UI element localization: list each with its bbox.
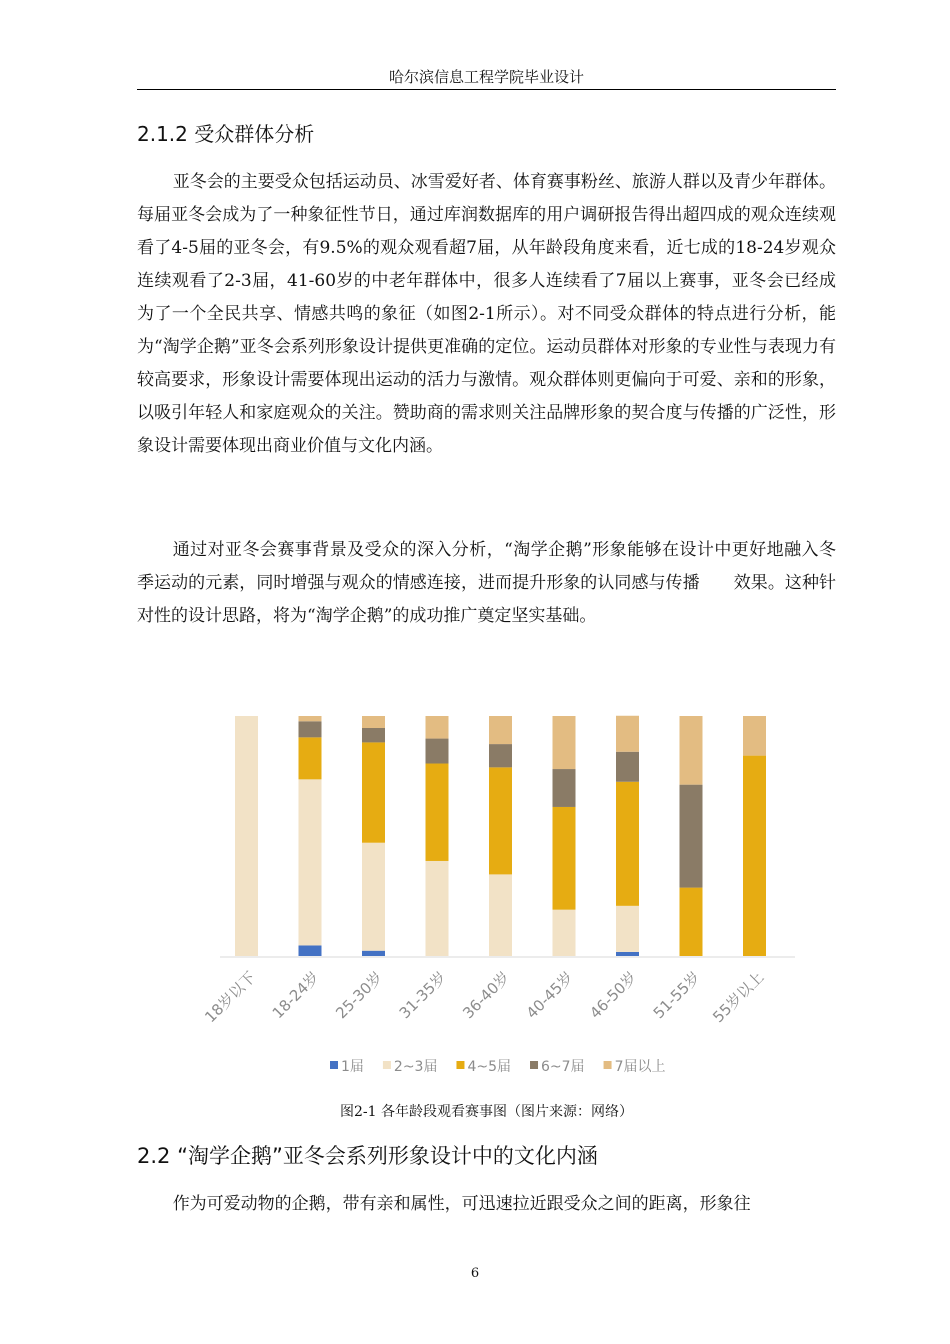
header-divider <box>137 89 836 90</box>
stacked-bar-chart <box>190 705 810 1095</box>
x-tick-label: 46-50岁 <box>586 968 641 1023</box>
legend-label: 2~3届 <box>393 1059 438 1075</box>
bar-segment <box>553 769 576 807</box>
page-header: 哈尔滨信息工程学院毕业设计 <box>388 68 584 86</box>
x-tick-label: 31-35岁 <box>395 968 450 1023</box>
section-heading-2-2: 2.2 “淘学企鹅”亚冬会系列形象设计中的文化内涵 <box>137 1144 598 1168</box>
figure-caption: 图2-1 各年龄段观看赛事图（图片来源：网络） <box>340 1104 633 1120</box>
bar-segment <box>616 752 639 782</box>
legend-swatch <box>456 1061 464 1069</box>
legend-label: 1届 <box>341 1059 364 1075</box>
bar-segment <box>235 716 258 956</box>
bar-segment <box>362 951 385 956</box>
legend-label: 4~5届 <box>467 1059 512 1075</box>
legend-swatch <box>383 1061 391 1069</box>
x-tick-label: 18岁以下 <box>201 968 260 1027</box>
bar-segment <box>616 952 639 956</box>
bar-segment <box>489 744 512 767</box>
bar-segment <box>426 739 449 764</box>
bar-segment <box>362 843 385 951</box>
x-tick-label: 25-30岁 <box>332 968 387 1023</box>
legend-swatch <box>604 1061 612 1069</box>
paragraph: 通过对亚冬会赛事背景及受众的深入分析，“淘学企鹅”形象能够在设计中更好地融入冬季运动的元素，同时增强与观众的情感连接，进而提升形象的认同感与传播 效果。这种针对性的设计思路，将为“淘学企鹅”的成功推广奠定坚实基础。 <box>137 540 836 626</box>
section-heading-2-1-2: 2.1.2 受众群体分析 <box>137 122 315 146</box>
paragraph: 作为可爱动物的企鹅，带有亲和属性，可迅速拉近跟受众之间的距离，形象往 <box>172 1194 751 1214</box>
page-number: 6 <box>470 1266 480 1281</box>
x-tick-label: 36-40岁 <box>459 968 514 1023</box>
bar-segment <box>680 716 703 785</box>
legend-swatch <box>530 1061 538 1069</box>
bar-segment <box>616 906 639 952</box>
x-tick-label: 40-45岁 <box>522 968 577 1023</box>
bar-segment <box>616 716 639 752</box>
bar-segment <box>299 737 322 779</box>
bar-segment <box>426 764 449 861</box>
x-tick-label: 18-24岁 <box>268 968 323 1023</box>
bar-segment <box>489 874 512 956</box>
bar-segment <box>553 716 576 769</box>
bar-segment <box>426 716 449 739</box>
bar-segment <box>680 888 703 956</box>
legend-swatch <box>330 1061 338 1069</box>
x-tick-label: 51-55岁 <box>649 968 704 1023</box>
legend-label: 7届以上 <box>614 1059 666 1075</box>
bar-segment <box>362 742 385 842</box>
bar-segment <box>489 716 512 744</box>
bar-segment <box>489 767 512 874</box>
bar-segment <box>743 756 766 956</box>
bar-segment <box>362 716 385 728</box>
paragraph: 亚冬会的主要受众包括运动员、冰雪爱好者、体育赛事粉丝、旅游人群以及青少年群体。每届亚冬会成为了一种象征性节日，通过库润数据库的用户调研报告得出超四成的观众连续观看了4-5届的亚冬会，有9.5%的观众观看超7届，从年龄段角度来看，近七成的18-24岁观众连续观看了2-3届，41-60岁的中老年群体中，很多人连续看了7届以上赛事，亚冬会已经成为了一个全民共享、情感共鸣的象征（如图2-1所示）。对不同受众群体的特点进行分析，能为“淘学企鹅”亚冬会系列形象设计提供更准确的定位。运动员群体对形象的专业性与表现力有较高要求，形象设计需要体现出运动的活力与激情。观众群体则更偏向于可爱、亲和的形象，以吸引年轻人和家庭观众的关注。赞助商的需求则关注品牌形象的契合度与传播的广泛性，形象设计需要体现出商业价值与文化内涵。 <box>137 172 836 456</box>
bar-segment <box>680 785 703 888</box>
x-tick-label: 55岁以上 <box>709 968 768 1027</box>
bar-segment <box>299 945 322 956</box>
bar-segment <box>426 861 449 956</box>
legend-label: 6~7届 <box>541 1059 585 1075</box>
bar-segment <box>299 716 322 721</box>
bar-segment <box>362 728 385 742</box>
bar-segment <box>299 779 322 945</box>
bar-segment <box>299 721 322 737</box>
bar-segment <box>553 807 576 910</box>
bar-segment <box>553 910 576 956</box>
bar-segment <box>743 716 766 756</box>
bar-segment <box>616 782 639 906</box>
